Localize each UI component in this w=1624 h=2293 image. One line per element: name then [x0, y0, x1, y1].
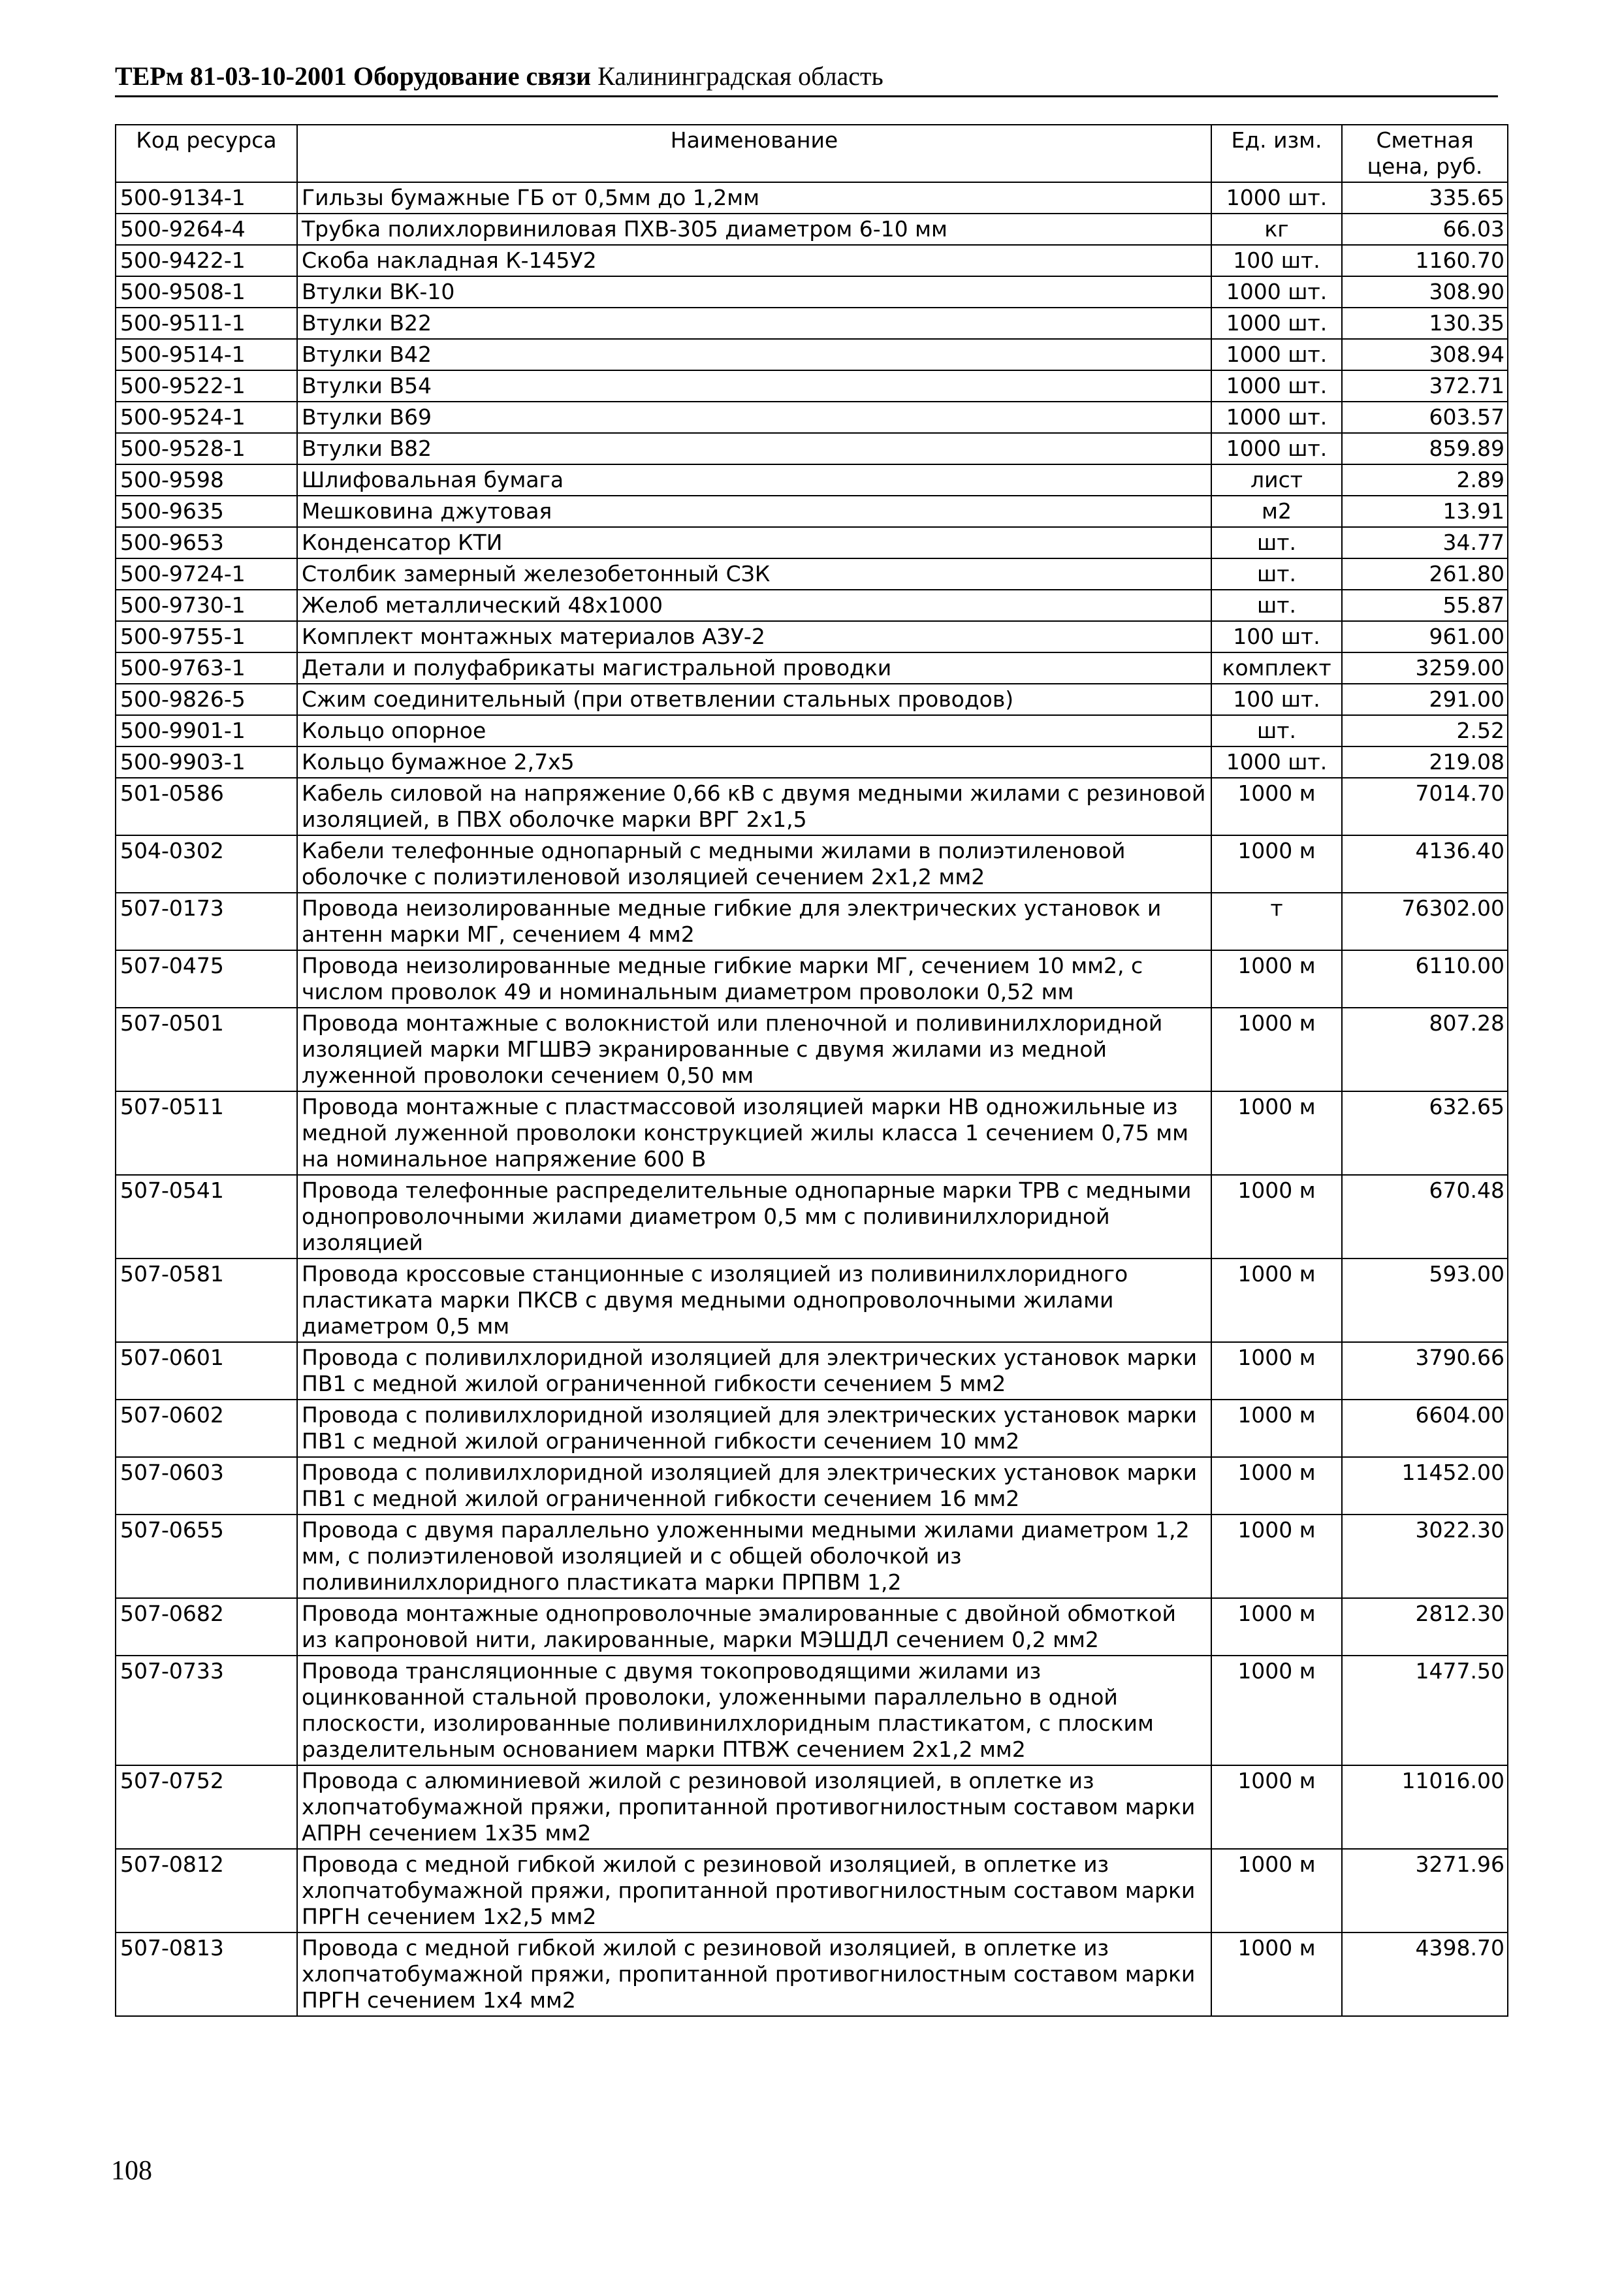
table-row — [116, 464, 1508, 496]
cell-resource-code: 507-0603 — [116, 1457, 297, 1515]
cell-resource-name: Скоба накладная К-145У2 — [297, 245, 1211, 276]
cell-price: 66.03 — [1342, 214, 1508, 245]
table-row — [116, 339, 1508, 370]
table-row — [116, 1932, 1508, 2016]
cell-resource-code: 507-0475 — [116, 950, 297, 1008]
table-row — [116, 433, 1508, 464]
cell-price: 603.57 — [1342, 402, 1508, 433]
cell-price: 2812.30 — [1342, 1598, 1508, 1656]
cell-unit: 1000 м — [1211, 1259, 1342, 1342]
cell-resource-name: Детали и полуфабрикаты магистральной проводки — [297, 652, 1211, 684]
table-row — [116, 652, 1508, 684]
cell-resource-code: 507-0655 — [116, 1515, 297, 1598]
cell-resource-code: 500-9134-1 — [116, 182, 297, 214]
cell-unit: 1000 шт. — [1211, 308, 1342, 339]
cell-price: 4136.40 — [1342, 835, 1508, 893]
table-row — [116, 496, 1508, 527]
table-header-row — [116, 125, 1508, 182]
table-row — [116, 950, 1508, 1008]
cell-price: 291.00 — [1342, 684, 1508, 715]
cell-resource-name: Провода неизолированные медные гибкие для электрических установок и антенн марки МГ, сечением 4 мм2 — [297, 893, 1211, 950]
table-row — [116, 715, 1508, 746]
cell-unit: 1000 м — [1211, 1008, 1342, 1091]
table-row — [116, 245, 1508, 276]
cell-resource-code: 500-9522-1 — [116, 370, 297, 402]
table-row — [116, 1515, 1508, 1598]
cell-resource-code: 500-9508-1 — [116, 276, 297, 308]
cell-price: 7014.70 — [1342, 778, 1508, 835]
column-header-unit: Ед. изм. — [1211, 125, 1342, 182]
cell-price: 55.87 — [1342, 590, 1508, 621]
cell-price: 11016.00 — [1342, 1765, 1508, 1849]
cell-resource-code: 500-9598 — [116, 464, 297, 496]
table-row — [116, 684, 1508, 715]
cell-resource-code: 500-9724-1 — [116, 558, 297, 590]
cell-resource-name: Трубка полихлорвиниловая ПХВ-305 диаметром 6-10 мм — [297, 214, 1211, 245]
cell-resource-code: 507-0752 — [116, 1765, 297, 1849]
table-row — [116, 1175, 1508, 1259]
cell-unit: 1000 м — [1211, 1765, 1342, 1849]
table-row — [116, 1342, 1508, 1400]
cell-resource-name: Провода с двумя параллельно уложенными медными жилами диаметром 1,2 мм, с полиэтиленовой изоляцией и с общей оболочкой из поливинилхлоридного пластиката марки ПРПВМ 1,2 — [297, 1515, 1211, 1598]
cell-resource-name: Комплект монтажных материалов АЗУ-2 — [297, 621, 1211, 652]
cell-resource-name: Кольцо опорное — [297, 715, 1211, 746]
cell-resource-code: 500-9511-1 — [116, 308, 297, 339]
cell-unit: 1000 м — [1211, 1598, 1342, 1656]
cell-resource-name: Втулки В22 — [297, 308, 1211, 339]
cell-resource-code: 500-9422-1 — [116, 245, 297, 276]
cell-unit: 1000 шт. — [1211, 402, 1342, 433]
cell-unit: 1000 шт. — [1211, 339, 1342, 370]
cell-resource-code: 500-9514-1 — [116, 339, 297, 370]
cell-resource-name: Столбик замерный железобетонный СЗК — [297, 558, 1211, 590]
cell-unit: 1000 шт. — [1211, 433, 1342, 464]
cell-resource-name: Кабели телефонные однопарный с медными жилами в полиэтиленовой оболочке с полиэтиленовой изоляцией сечением 2х1,2 мм2 — [297, 835, 1211, 893]
document-header — [115, 60, 1498, 97]
table-row — [116, 590, 1508, 621]
cell-price: 2.52 — [1342, 715, 1508, 746]
cell-price: 3259.00 — [1342, 652, 1508, 684]
cell-resource-code: 500-9730-1 — [116, 590, 297, 621]
cell-price: 6110.00 — [1342, 950, 1508, 1008]
cell-price: 76302.00 — [1342, 893, 1508, 950]
cell-price: 859.89 — [1342, 433, 1508, 464]
table-row — [116, 1849, 1508, 1932]
cell-unit: м2 — [1211, 496, 1342, 527]
table-row — [116, 214, 1508, 245]
table-body — [116, 182, 1508, 2016]
table-row — [116, 1400, 1508, 1457]
cell-price: 308.94 — [1342, 339, 1508, 370]
cell-resource-code: 507-0682 — [116, 1598, 297, 1656]
cell-resource-name: Провода с поливилхлоридной изоляцией для электрических установок марки ПВ1 с медной жилой ограниченной гибкости сечением 10 мм2 — [297, 1400, 1211, 1457]
column-header-name: Наименование — [297, 125, 1211, 182]
cell-resource-code: 507-0541 — [116, 1175, 297, 1259]
cell-resource-name: Провода с медной гибкой жилой с резиновой изоляцией, в оплетке из хлопчатобумажной пряжи, пропитанной противогнилостным составом марки ПРГН сечением 1х4 мм2 — [297, 1932, 1211, 2016]
cell-resource-name: Провода монтажные с пластмассовой изоляцией марки НВ одножильные из медной луженной проволоки конструкцией жилы класса 1 сечением 0,75 мм на номинальное напряжение 600 В — [297, 1091, 1211, 1175]
cell-unit: шт. — [1211, 558, 1342, 590]
cell-resource-name: Желоб металлический 48х1000 — [297, 590, 1211, 621]
cell-unit: 1000 м — [1211, 1400, 1342, 1457]
cell-resource-name: Кабель силовой на напряжение 0,66 кВ с двумя медными жилами с резиновой изоляцией, в ПВХ оболочке марки ВРГ 2х1,5 — [297, 778, 1211, 835]
cell-resource-code: 501-0586 — [116, 778, 297, 835]
cell-unit: 1000 м — [1211, 1091, 1342, 1175]
cell-resource-name: Провода телефонные распределительные однопарные марки ТРВ с медными однопроволочными жилами диаметром 0,5 мм с поливинилхлоридной изоляцией — [297, 1175, 1211, 1259]
cell-resource-name: Мешковина джутовая — [297, 496, 1211, 527]
cell-unit: 100 шт. — [1211, 245, 1342, 276]
cell-price: 4398.70 — [1342, 1932, 1508, 2016]
cell-price: 219.08 — [1342, 746, 1508, 778]
table-row — [116, 558, 1508, 590]
cell-resource-code: 500-9528-1 — [116, 433, 297, 464]
table-row — [116, 621, 1508, 652]
cell-resource-name: Втулки В42 — [297, 339, 1211, 370]
cell-resource-code: 507-0173 — [116, 893, 297, 950]
cell-resource-code: 507-0812 — [116, 1849, 297, 1932]
cell-price: 1160.70 — [1342, 245, 1508, 276]
cell-resource-code: 500-9826-5 — [116, 684, 297, 715]
cell-unit: 1000 м — [1211, 1175, 1342, 1259]
cell-resource-name: Конденсатор КТИ — [297, 527, 1211, 558]
cell-resource-code: 507-0511 — [116, 1091, 297, 1175]
table-row — [116, 778, 1508, 835]
cell-resource-code: 507-0501 — [116, 1008, 297, 1091]
cell-unit: 1000 шт. — [1211, 276, 1342, 308]
cell-resource-name: Провода неизолированные медные гибкие марки МГ, сечением 10 мм2, с числом проволок 49 и номинальным диаметром проволоки 0,52 мм — [297, 950, 1211, 1008]
cell-resource-code: 507-0602 — [116, 1400, 297, 1457]
cell-resource-code: 500-9635 — [116, 496, 297, 527]
cell-resource-name: Провода с поливилхлоридной изоляцией для электрических установок марки ПВ1 с медной жилой ограниченной гибкости сечением 5 мм2 — [297, 1342, 1211, 1400]
table-row — [116, 835, 1508, 893]
cell-unit: 1000 м — [1211, 1457, 1342, 1515]
cell-unit: 1000 м — [1211, 1849, 1342, 1932]
cell-unit: 1000 м — [1211, 1515, 1342, 1598]
cell-price: 632.65 — [1342, 1091, 1508, 1175]
cell-resource-name: Провода трансляционные с двумя токопроводящими жилами из оцинкованной стальной проволоки, уложенными параллельно в одной плоскости, изолированные поливинилхлоридным пластикатом, с плоским разделительным основанием марки ПТВЖ сечением 2х1,2 мм2 — [297, 1656, 1211, 1765]
cell-price: 670.48 — [1342, 1175, 1508, 1259]
cell-resource-name: Втулки ВК-10 — [297, 276, 1211, 308]
cell-resource-name: Провода с поливилхлоридной изоляцией для электрических установок марки ПВ1 с медной жилой ограниченной гибкости сечением 16 мм2 — [297, 1457, 1211, 1515]
cell-unit: т — [1211, 893, 1342, 950]
cell-resource-name: Втулки В54 — [297, 370, 1211, 402]
cell-unit: 100 шт. — [1211, 621, 1342, 652]
cell-unit: 1000 м — [1211, 835, 1342, 893]
cell-unit: 1000 шт. — [1211, 182, 1342, 214]
table-row — [116, 276, 1508, 308]
cell-resource-code: 500-9901-1 — [116, 715, 297, 746]
cell-resource-code: 500-9524-1 — [116, 402, 297, 433]
cell-price: 261.80 — [1342, 558, 1508, 590]
table-row — [116, 1656, 1508, 1765]
cell-unit: кг — [1211, 214, 1342, 245]
cell-resource-code: 507-0733 — [116, 1656, 297, 1765]
table-row — [116, 1008, 1508, 1091]
cell-price: 372.71 — [1342, 370, 1508, 402]
cell-unit: 1000 шт. — [1211, 746, 1342, 778]
table-row — [116, 1765, 1508, 1849]
cell-price: 34.77 — [1342, 527, 1508, 558]
table-row — [116, 893, 1508, 950]
cell-resource-name: Втулки В69 — [297, 402, 1211, 433]
document-region: Калининградская область — [591, 61, 884, 91]
cell-price: 335.65 — [1342, 182, 1508, 214]
cell-price: 807.28 — [1342, 1008, 1508, 1091]
table-row — [116, 402, 1508, 433]
cell-resource-name: Провода кроссовые станционные с изоляцией из поливинилхлоридного пластиката марки ПКСВ с двумя медными однопроволочными жилами диаметром 0,5 мм — [297, 1259, 1211, 1342]
cell-resource-name: Гильзы бумажные ГБ от 0,5мм до 1,2мм — [297, 182, 1211, 214]
cell-unit: 1000 м — [1211, 778, 1342, 835]
cell-resource-name: Втулки В82 — [297, 433, 1211, 464]
column-header-code: Код ресурса — [116, 125, 297, 182]
cell-unit: шт. — [1211, 715, 1342, 746]
cell-resource-name: Шлифовальная бумага — [297, 464, 1211, 496]
cell-price: 3790.66 — [1342, 1342, 1508, 1400]
cell-resource-code: 500-9755-1 — [116, 621, 297, 652]
cell-resource-code: 507-0581 — [116, 1259, 297, 1342]
cell-resource-code: 504-0302 — [116, 835, 297, 893]
cell-resource-code: 500-9903-1 — [116, 746, 297, 778]
table-row — [116, 1598, 1508, 1656]
table-row — [116, 182, 1508, 214]
cell-resource-code: 500-9653 — [116, 527, 297, 558]
column-header-price: Сметная цена, руб. — [1342, 125, 1508, 182]
cell-unit: комплект — [1211, 652, 1342, 684]
cell-resource-code: 500-9264-4 — [116, 214, 297, 245]
cell-price: 308.90 — [1342, 276, 1508, 308]
cell-resource-name: Провода с медной гибкой жилой с резиновой изоляцией, в оплетке из хлопчатобумажной пряжи, пропитанной противогнилостным составом марки ПРГН сечением 1х2,5 мм2 — [297, 1849, 1211, 1932]
cell-resource-name: Провода монтажные однопроволочные эмалированные с двойной обмоткой из капроновой нити, лакированные, марки МЭШДЛ сечением 0,2 мм2 — [297, 1598, 1211, 1656]
cell-price: 11452.00 — [1342, 1457, 1508, 1515]
table-row — [116, 370, 1508, 402]
cell-resource-name: Провода с алюминиевой жилой с резиновой изоляцией, в оплетке из хлопчатобумажной пряжи, пропитанной противогнилостным составом марки АПРН сечением 1х35 мм2 — [297, 1765, 1211, 1849]
cell-price: 13.91 — [1342, 496, 1508, 527]
table-row — [116, 1091, 1508, 1175]
table-row — [116, 746, 1508, 778]
cell-unit: шт. — [1211, 590, 1342, 621]
table-row — [116, 1457, 1508, 1515]
cell-resource-name: Сжим соединительный (при ответвлении стальных проводов) — [297, 684, 1211, 715]
page-number: 108 — [111, 2156, 152, 2186]
cell-resource-code: 507-0601 — [116, 1342, 297, 1400]
cell-unit: 1000 м — [1211, 950, 1342, 1008]
cell-unit: 1000 м — [1211, 1342, 1342, 1400]
table-row — [116, 308, 1508, 339]
cell-resource-name: Провода монтажные с волокнистой или пленочной и поливинилхлоридной изоляцией марки МГШВЭ экранированные с двумя жилами из медной луженной проволоки сечением 0,50 мм — [297, 1008, 1211, 1091]
cell-unit: 1000 шт. — [1211, 370, 1342, 402]
cell-price: 3022.30 — [1342, 1515, 1508, 1598]
document-code-title: ТЕРм 81-03-10-2001 Оборудование связи — [115, 61, 592, 91]
cell-price: 6604.00 — [1342, 1400, 1508, 1457]
resource-price-table — [115, 124, 1508, 2017]
cell-resource-code: 507-0813 — [116, 1932, 297, 2016]
cell-price: 130.35 — [1342, 308, 1508, 339]
cell-unit: 100 шт. — [1211, 684, 1342, 715]
cell-resource-name: Кольцо бумажное 2,7х5 — [297, 746, 1211, 778]
cell-price: 3271.96 — [1342, 1849, 1508, 1932]
cell-unit: 1000 м — [1211, 1656, 1342, 1765]
cell-unit: шт. — [1211, 527, 1342, 558]
cell-unit: лист — [1211, 464, 1342, 496]
cell-resource-code: 500-9763-1 — [116, 652, 297, 684]
cell-unit: 1000 м — [1211, 1932, 1342, 2016]
cell-price: 593.00 — [1342, 1259, 1508, 1342]
cell-price: 2.89 — [1342, 464, 1508, 496]
table-row — [116, 1259, 1508, 1342]
cell-price: 1477.50 — [1342, 1656, 1508, 1765]
table-row — [116, 527, 1508, 558]
cell-price: 961.00 — [1342, 621, 1508, 652]
